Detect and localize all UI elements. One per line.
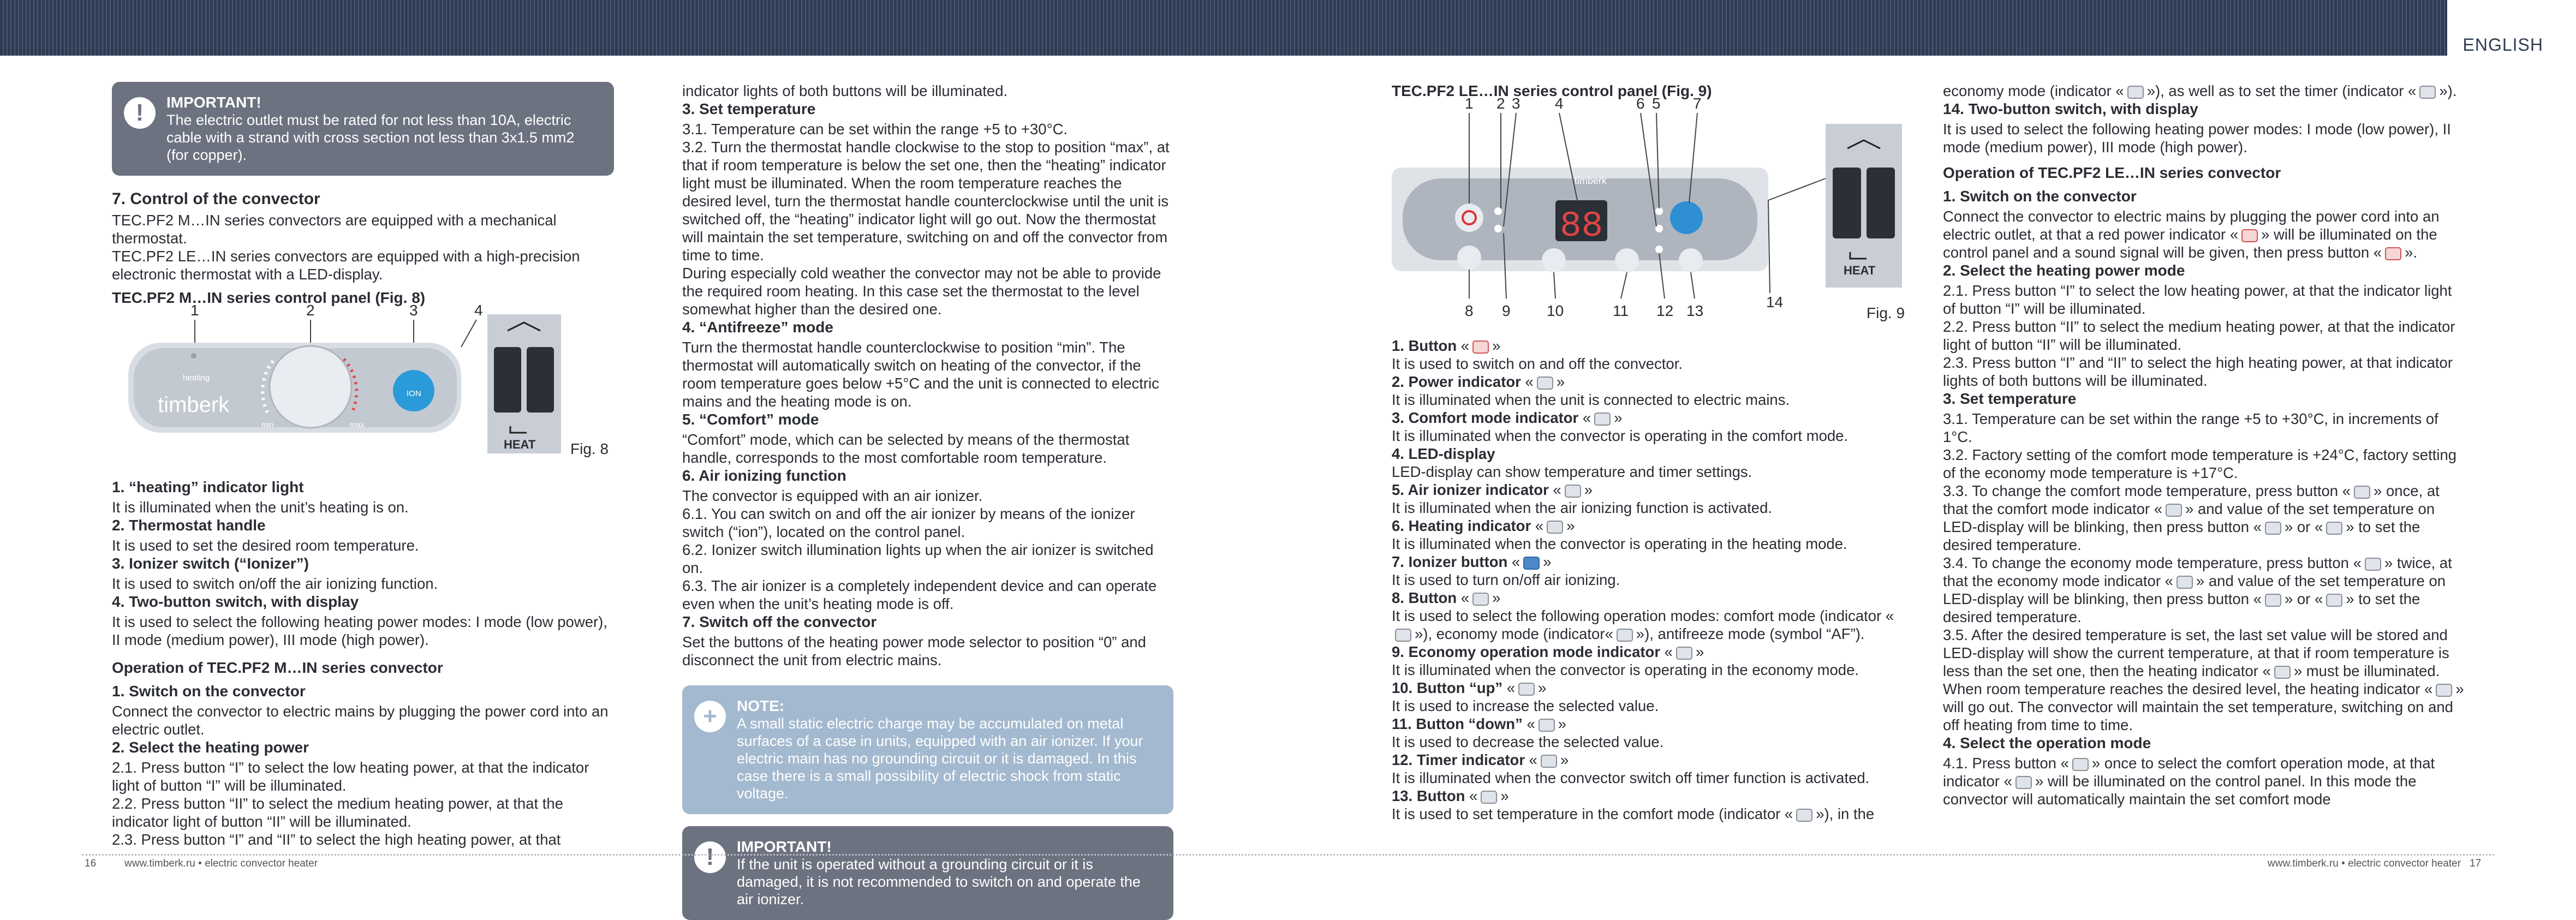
note-box: [682, 685, 1173, 814]
b12-title: 12. Timer indicator: [1392, 751, 1525, 768]
fig9-top-6: 6: [1636, 95, 1645, 112]
comfort-indicator-icon: [1594, 413, 1611, 426]
c2-s6-3: 6.3. The air ionizer is a completely independent device and can operate even when the unit’s heating mode is off.: [682, 577, 1157, 612]
b7-desc: It is used to turn on/off air ionizing.: [1392, 571, 1620, 588]
fig9-bottom-12: 12: [1656, 302, 1674, 319]
b2-title: 2. Power indicator: [1392, 373, 1521, 390]
c4-o4-title: 4. Select the operation mode: [1943, 734, 2151, 751]
fig8-label-1: 1: [190, 302, 199, 319]
fig9-bottom-14: 14: [1766, 294, 1784, 310]
language-label: ENGLISH: [2462, 35, 2543, 55]
c2-s6-2: 6.2. Ionizer switch illumination lights up when the air ionizer is switched on.: [682, 541, 1154, 576]
op-2-3: 2.3. Press button “I” and “II” to select the high heating power, at that: [112, 831, 561, 848]
op-2-2: 2.2. Press button “II” to select the medium heating power, at that the indicator light of button “II” will be illuminated.: [112, 795, 563, 830]
t: » once to select the comfort operation mode, at that indicator «: [1943, 755, 2435, 790]
c4-s14-title: 14. Two-button switch, with display: [1943, 100, 2198, 117]
item-3-title: 3. Ionizer switch (“Ionizer”): [112, 555, 309, 572]
c2-s6-1: 6.1. You can switch on and off the air ionizer by means of the ionizer switch (“ion”), located on the control panel.: [682, 505, 1135, 540]
fig9-brand: timberk: [1575, 175, 1607, 186]
c2-s3-3: During especially cold weather the convector may not be able to provide the required room heating. In this case set the thermostat to the level somewhat higher than the desired one.: [682, 265, 1161, 318]
heat-label: HEAT: [504, 438, 536, 451]
t: » will go out. The convector will maintain the set temperature, switching on and off heating from time to time.: [1943, 680, 2464, 733]
op-2-title: 2. Select the heating power: [112, 739, 309, 756]
c2-s4-title: 4. “Antifreeze” mode: [682, 319, 833, 336]
fig9-bottom-8: 8: [1465, 302, 1474, 319]
item-4-desc: It is used to select the following heating power modes: I mode (low power), II mode (medium power), III mode (high power).: [112, 613, 607, 648]
set-button-icon: [2365, 558, 2381, 571]
power-button-icon: [2385, 247, 2401, 260]
c4-o2-1: 2.1. Press button “I” to select the low heating power, at that the indicator light of button “I” will be illuminated.: [1943, 282, 2452, 317]
q: «: [1460, 337, 1470, 354]
fig8-figure: [112, 302, 614, 473]
b8-d2: »), economy mode (indicator«: [1415, 625, 1613, 642]
item-3-desc: It is used to switch on/off the air ionizing function.: [112, 575, 438, 592]
column-2: [682, 82, 1173, 920]
top-band: [0, 0, 2576, 56]
b8-d3: »), antifreeze mode (symbol “AF”).: [1636, 625, 1865, 642]
down-button-icon: [2326, 522, 2342, 535]
fig8-label-4: 4: [474, 302, 483, 319]
economy-indicator-icon: [1676, 647, 1692, 660]
q: »: [1560, 751, 1569, 768]
footer-rule: [82, 854, 2494, 856]
t: 3.3. To change the comfort mode temperature, press button «: [1943, 482, 2351, 499]
b1-desc: It is used to switch on and off the convector.: [1392, 355, 1683, 372]
c2-s5-desc: “Comfort” mode, which can be selected by means of the thermostat handle, corresponds to the most comfortable room temperature.: [682, 431, 1130, 466]
b1-title: 1. Button: [1392, 337, 1457, 354]
fig8-caption: Fig. 8: [570, 440, 609, 457]
b5-title: 5. Air ionizer indicator: [1392, 481, 1549, 498]
c4-o3-2: 3.2. Factory setting of the comfort mode temperature is +24°C, factory setting of the economy mode temperature is +17°C.: [1943, 446, 2457, 481]
economy-icon: [2177, 576, 2193, 589]
t: » will be illuminated on the control panel. In this mode the convector will automatically maintain the set comfort mode: [1943, 773, 2417, 808]
fig9-figure: [1392, 95, 1910, 337]
s7-p1: TEC.PF2 M…IN series convectors are equipped with a mechanical thermostat.: [112, 212, 557, 247]
c4-o1c: ».: [2405, 244, 2418, 261]
c4-o2-3: 2.3. Press button “I” and “II” to select the high heating power, at that indicator lights of both buttons will be illuminated.: [1943, 354, 2453, 389]
q: «: [1529, 751, 1537, 768]
c4-o1b: » will be illuminated on the control panel and a sound signal will be given, then press button «: [1943, 226, 2437, 261]
column-4: [1943, 82, 2467, 808]
ionizer-indicator-icon: [1565, 485, 1581, 498]
c2-s6-desc: The convector is equipped with an air ionizer.: [682, 487, 983, 504]
q: »: [1538, 679, 1547, 696]
q: »: [1584, 481, 1593, 498]
section-7-title: 7. Control of the convector: [112, 190, 320, 208]
fig9-heat-label: HEAT: [1844, 264, 1876, 277]
b9-title: 9. Economy operation mode indicator: [1392, 643, 1661, 660]
panel-le-title: TEC.PF2 LE…IN series control panel (Fig. 9): [1392, 82, 1712, 99]
timer-indicator-icon: [1541, 755, 1557, 768]
c4-o3-4: [1943, 554, 2467, 626]
down-button-icon: [2326, 594, 2342, 607]
c4-o2-title: 2. Select the heating power mode: [1943, 262, 2185, 279]
b6-desc: It is illuminated when the convector is operating in the heating mode.: [1392, 535, 1847, 552]
fig9-top-5: 5: [1652, 95, 1661, 112]
fig9-bottom-11: 11: [1613, 302, 1629, 319]
q: «: [1526, 715, 1535, 732]
mode-button-icon: [1472, 593, 1489, 606]
q: »: [1695, 643, 1704, 660]
footer-site-left: www.timberk.ru • electric convector heater: [124, 858, 318, 869]
important-text-2: If the unit is operated without a grounding circuit or it is damaged, it is not recommended to switch on and operate the air ionizer.: [737, 856, 1141, 907]
t: » and value of the set temperature on LED-display will be blinking, then press button «: [1943, 572, 2446, 607]
b9-desc: It is illuminated when the convector is operating in the economy mode.: [1392, 661, 1859, 678]
fig8-label-3: 3: [409, 302, 418, 319]
c2-s7-title: 7. Switch off the convector: [682, 613, 877, 630]
fig9-bottom-13: 13: [1686, 302, 1704, 319]
c4-o1a: Connect the convector to electric mains by plugging the power cord into an electric outlet, at that a red power indicator «: [1943, 208, 2440, 243]
t: » or «: [2284, 518, 2323, 535]
item-1-title: 1. “heating” indicator light: [112, 479, 304, 495]
power-indicator-icon: [1537, 377, 1553, 390]
economy-icon: [1617, 629, 1633, 642]
item-4-title: 4. Two-button switch, with display: [112, 593, 359, 610]
c4-p0a: economy mode (indicator «: [1943, 82, 2124, 99]
column-1: [112, 82, 614, 849]
b11-desc: It is used to decrease the selected value.: [1392, 733, 1664, 750]
fig9-bottom-10: 10: [1547, 302, 1564, 319]
note-text: A small static electric charge may be accumulated on metal surfaces of a case in units, equipped with an air ionizer. If your electric main has no grounding circuit or it is damaged. In this case there is a small possibility of electric shock from static voltage.: [737, 715, 1143, 802]
q: »: [1500, 787, 1509, 804]
t: » or «: [2284, 590, 2323, 607]
fig8-illustration: [112, 309, 614, 473]
ionizer-button-icon: [1523, 557, 1540, 570]
timer-icon: [2419, 86, 2436, 99]
c2-s3-2: 3.2. Turn the thermostat handle clockwise to the stop to position “max”, at that if room temperature is below the set one, then the “heating” indicator light must be illuminated. When the room temperature reaches the desired level, turn the thermostat handle counterclockwise until the unit is switched off, the “heating” indicator light will go out. Now the thermostat will maintain the set temperature, switching on and off the convector from time to time.: [682, 139, 1170, 264]
t: » twice, at that the economy mode indicator «: [1943, 554, 2452, 589]
t: 3.5. After the desired temperature is set, the last set value will be stored and LED-display will show the current temperature, at that if room temperature is less than the set one, then the heating indicator «: [1943, 626, 2449, 679]
c2-s4-desc: Turn the thermostat handle counterclockwise to position “min”. The thermostat will automatically switch on heating of the convector, if the room temperature goes below +5°C and the unit is connected to electric mains and the heating mode is on.: [682, 339, 1159, 410]
important-title: IMPORTANT!: [166, 94, 261, 111]
item-2-title: 2. Thermostat handle: [112, 517, 266, 534]
b13-desc: [1392, 805, 1910, 823]
q: »: [1492, 337, 1501, 354]
panel-min-label: min: [261, 420, 274, 429]
heating-icon: [2274, 666, 2291, 679]
item-1-desc: It is illuminated when the unit’s heating is on.: [112, 499, 409, 516]
comfort-icon: [2016, 776, 2032, 789]
page-number-left: 16: [85, 858, 97, 869]
power-indicator-icon: [2241, 229, 2258, 242]
t: » to set the desired temperature.: [1943, 518, 2420, 553]
c4-o3-3: [1943, 482, 2467, 554]
c4-s14-desc: It is used to select the following heating power modes: I mode (low power), II mode (medium power), III mode (high power).: [1943, 121, 2451, 156]
comfort-icon: [1796, 809, 1812, 822]
exclamation-icon: !: [694, 841, 726, 873]
q: »: [1492, 589, 1501, 606]
heating-indicator-icon: [1547, 521, 1563, 534]
b10-title: 10. Button “up”: [1392, 679, 1503, 696]
q: «: [1512, 553, 1520, 570]
q: »: [1614, 409, 1623, 426]
language-tab: [2447, 0, 2576, 56]
b10-desc: It is used to increase the selected value.: [1392, 697, 1659, 714]
exclamation-icon: !: [124, 97, 156, 129]
b8-d1: It is used to select the following operation modes: comfort mode (indicator «: [1392, 607, 1894, 624]
c4-p0: [1943, 82, 2467, 100]
b8-title: 8. Button: [1392, 589, 1457, 606]
q: «: [1525, 373, 1534, 390]
fig9-top-1: 1: [1465, 95, 1474, 112]
panel-m-title: TEC.PF2 M…IN series control panel (Fig. 8): [112, 289, 426, 306]
t: » must be illuminated. When room temperature reaches the desired level, the heating indicator «: [1943, 662, 2440, 697]
down-button-icon: [1539, 719, 1555, 732]
b5-desc: It is illuminated when the air ionizing function is activated.: [1392, 499, 1773, 516]
fig9-top-3: 3: [1512, 95, 1520, 112]
q: »: [1566, 517, 1575, 534]
t: » and value of the set temperature on LED-display will be blinking, then press button «: [1943, 500, 2435, 535]
c4-o1-desc: [1943, 207, 2467, 261]
c4-o1-title: 1. Switch on the convector: [1943, 188, 2137, 205]
b13-d2: »), in the: [1816, 805, 1875, 822]
c2-s5-title: 5. “Comfort” mode: [682, 411, 819, 428]
t: » once, at that the comfort mode indicator «: [1943, 482, 2440, 517]
b13-d1: It is used to set temperature in the comfort mode (indicator «: [1392, 805, 1793, 822]
op-1-desc: Connect the convector to electric mains by plugging the power cord into an electric outlet.: [112, 703, 609, 738]
b7-title: 7. Ionizer button: [1392, 553, 1508, 570]
b11-title: 11. Button “down”: [1392, 715, 1523, 732]
b4-title: 4. LED-display: [1392, 445, 1495, 462]
c4-o2-2: 2.2. Press button “II” to select the medium heating power, at that the indicator light of button “II” will be illuminated.: [1943, 318, 2455, 353]
page-number-right: 17: [2470, 858, 2482, 869]
c4-op-title: Operation of TEC.PF2 LE…IN series convector: [1943, 164, 2281, 181]
up-button-icon: [2265, 522, 2281, 535]
set-button-icon: [1481, 791, 1497, 804]
c2-p0: indicator lights of both buttons will be illuminated.: [682, 82, 1008, 99]
c4-o4-1: [1943, 754, 2467, 808]
q: «: [1469, 787, 1478, 804]
important-box-2: [682, 826, 1173, 920]
fig9-bottom-9: 9: [1502, 302, 1511, 319]
panel-brand-logo: timberk: [158, 393, 230, 417]
q: »: [1556, 373, 1565, 390]
up-button-icon: [2265, 594, 2281, 607]
fig9-caption: Fig. 9: [1867, 304, 1905, 321]
c2-s7-desc: Set the buttons of the heating power mode selector to position “0” and disconnect the unit from electric mains.: [682, 634, 1146, 668]
item-2-desc: It is used to set the desired room temperature.: [112, 537, 419, 554]
c4-o3-1: 3.1. Temperature can be set within the range +5 to +30°C, in increments of 1°C.: [1943, 410, 2438, 445]
important-title-2: IMPORTANT!: [737, 838, 832, 855]
q: «: [1553, 481, 1561, 498]
plus-icon: +: [694, 701, 726, 732]
c4-o3-title: 3. Set temperature: [1943, 390, 2077, 407]
t: 4.1. Press button «: [1943, 755, 2069, 772]
fig9-top-4: 4: [1555, 95, 1564, 112]
fig9-top-2: 2: [1496, 95, 1505, 112]
q: »: [1558, 715, 1567, 732]
fig9-top-7: 7: [1693, 95, 1702, 112]
op-2-1: 2.1. Press button “I” to select the low heating power, at that the indicator light of button “I” will be illuminated.: [112, 759, 589, 794]
set-button-icon: [2354, 486, 2370, 499]
important-text: The electric outlet must be rated for not less than 10A, electric cable with a strand with cross section not less than 3x1.5 mm2 (for copper).: [166, 112, 575, 163]
comfort-icon: [1395, 629, 1411, 642]
panel-ion-label: ION: [407, 389, 421, 398]
q: »: [1543, 553, 1552, 570]
heating-icon: [2436, 684, 2452, 697]
economy-icon: [2127, 86, 2144, 99]
mode-button-icon: [2072, 758, 2089, 771]
b3-title: 3. Comfort mode indicator: [1392, 409, 1579, 426]
column-3: [1392, 82, 1910, 823]
op-1-title: 1. Switch on the convector: [112, 683, 306, 700]
c2-s3-title: 3. Set temperature: [682, 100, 816, 117]
q: «: [1664, 643, 1673, 660]
c4-p0b: »), as well as to set the timer (indicator «: [2146, 82, 2417, 99]
note-title: NOTE:: [737, 697, 785, 714]
q: «: [1582, 409, 1591, 426]
c2-s3-1: 3.1. Temperature can be set within the range +5 to +30°C.: [682, 121, 1068, 138]
up-button-icon: [1518, 683, 1535, 696]
q: «: [1460, 589, 1470, 606]
b4-desc: LED-display can show temperature and timer settings.: [1392, 463, 1752, 480]
svg-text:88: 88: [1560, 206, 1603, 247]
t: » to set the desired temperature.: [1943, 590, 2420, 625]
q: «: [1506, 679, 1516, 696]
c4-o3-5: [1943, 626, 2467, 734]
fig8-label-2: 2: [306, 302, 315, 319]
b2-desc: It is illuminated when the unit is connected to electric mains.: [1392, 391, 1790, 408]
panel-max-label: max: [350, 420, 365, 429]
q: «: [1535, 517, 1544, 534]
c4-p0c: »).: [2439, 82, 2457, 99]
panel-heating-label: heating: [183, 373, 210, 383]
b8-desc: [1392, 607, 1910, 643]
footer-site-right: www.timberk.ru • electric convector heater: [2268, 858, 2461, 869]
b12-desc: It is illuminated when the convector switch off timer function is activated.: [1392, 769, 1870, 786]
important-box-1: [112, 82, 614, 176]
b13-title: 13. Button: [1392, 787, 1465, 804]
c2-s6-title: 6. Air ionizing function: [682, 467, 846, 484]
b3-desc: It is illuminated when the convector is operating in the comfort mode.: [1392, 427, 1848, 444]
operation-m-title: Operation of TEC.PF2 M…IN series convector: [112, 659, 443, 676]
power-button-icon: [1472, 340, 1489, 354]
s7-p2: TEC.PF2 LE…IN series convectors are equipped with a high-precision electronic thermostat with a LED-display.: [112, 248, 580, 283]
comfort-icon: [2166, 504, 2182, 517]
b6-title: 6. Heating indicator: [1392, 517, 1531, 534]
t: 3.4. To change the economy mode temperature, press button «: [1943, 554, 2362, 571]
